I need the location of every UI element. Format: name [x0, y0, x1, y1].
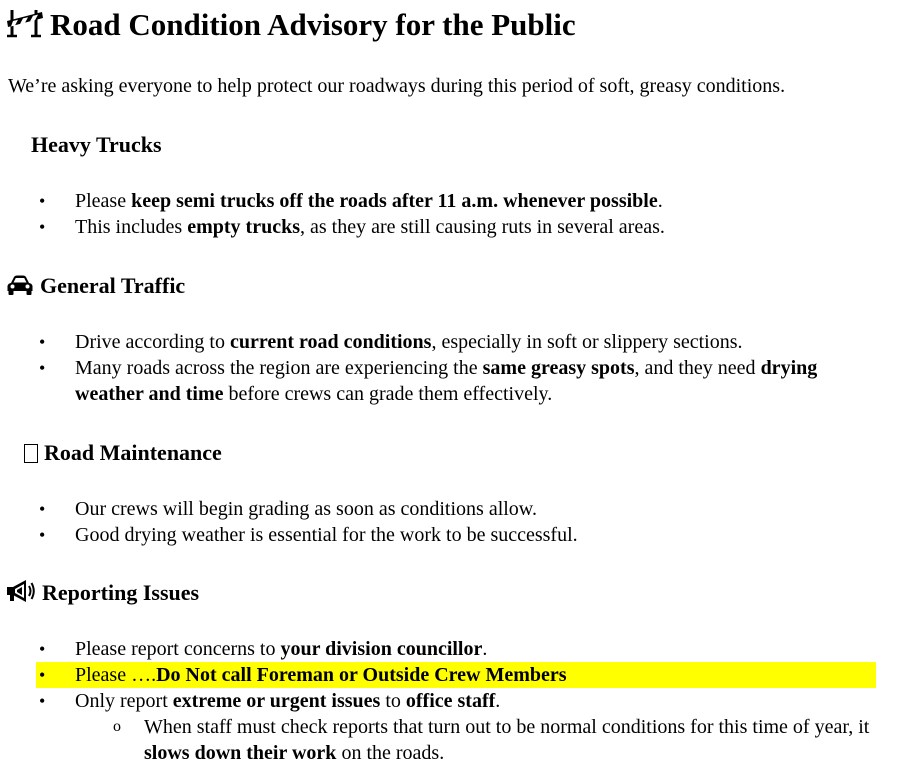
text-run: Drive according to	[75, 331, 230, 353]
list-item	[0, 214, 885, 240]
bold-text-run: your division councillor	[280, 638, 483, 660]
barrier-icon	[6, 6, 44, 38]
missing-glyph-icon	[24, 444, 38, 463]
general-traffic-list	[0, 329, 885, 407]
bold-text-run: keep semi trucks off the roads after 11 a.m. whenever possible	[131, 190, 658, 212]
text-run: , especially in soft or slippery sections.	[431, 331, 743, 353]
heavy-trucks-list	[0, 188, 885, 240]
page-title	[6, 6, 576, 44]
text-run: Our crews will begin grading as soon as conditions allow.	[75, 498, 537, 520]
sub-list	[75, 714, 885, 766]
text-run: , and they need	[634, 357, 761, 379]
text-run: Only report	[75, 690, 173, 712]
text-run: to	[380, 690, 406, 712]
text-run: Many roads across the region are experiencing the	[75, 357, 483, 379]
section-heading-text: Heavy Trucks	[31, 132, 162, 157]
megaphone-icon	[6, 579, 36, 603]
bold-text-run: slows down their work	[144, 742, 337, 764]
highlight-band	[36, 662, 876, 688]
road-maintenance-list	[0, 496, 885, 548]
list-item	[0, 355, 885, 407]
text-run: This includes	[75, 216, 188, 238]
section-heading-text: Reporting Issues	[42, 580, 200, 605]
bold-text-run: same greasy spots	[482, 357, 635, 379]
list-item	[0, 496, 885, 522]
section-heading-text: Road Maintenance	[44, 440, 222, 465]
bold-text-run: empty trucks	[187, 216, 300, 238]
title-text: Road Condition Advisory for the Public	[50, 7, 576, 42]
bold-text-run: current road conditions	[229, 331, 432, 353]
text-run: , as they are still causing ruts in several areas.	[299, 216, 665, 238]
text-run: Good drying weather is essential for the work to be successful.	[75, 524, 578, 546]
text-run: Please report concerns to	[75, 638, 281, 660]
list-item-highlighted	[0, 662, 885, 688]
bold-text-run: office staff	[405, 690, 496, 712]
car-icon	[6, 274, 34, 296]
list-item	[0, 636, 885, 662]
bold-text-run: extreme or urgent issues	[172, 690, 381, 712]
bold-text-run: Do Not call Foreman or Outside Crew Members	[156, 664, 567, 686]
list-item	[0, 329, 885, 355]
text-run: on the roads.	[336, 742, 445, 764]
section-heading-general-traffic	[6, 272, 185, 300]
reporting-issues-list	[0, 636, 885, 766]
text-run: Please ….	[75, 664, 157, 686]
bold-text-run: drying weather and time	[75, 357, 818, 405]
text-run: .	[657, 190, 663, 212]
text-run: .	[495, 690, 501, 712]
list-item	[0, 188, 885, 214]
section-heading-text: General Traffic	[40, 273, 186, 298]
section-heading-road-maintenance	[24, 439, 222, 467]
section-heading-reporting-issues	[6, 579, 199, 607]
text-run: .	[482, 638, 488, 660]
text-run: When staff must check reports that turn out to be normal conditions for this time of year, it	[144, 716, 870, 738]
sub-list-item	[75, 714, 884, 766]
section-heading-heavy-trucks	[31, 131, 162, 159]
text-run: before crews can grade them effectively.	[223, 383, 553, 405]
text-run: Please	[75, 190, 132, 212]
list-item	[0, 688, 885, 766]
list-item	[0, 522, 885, 548]
intro-paragraph: We’re asking everyone to help protect our roadways during this period of soft, greasy conditions.	[8, 75, 786, 97]
